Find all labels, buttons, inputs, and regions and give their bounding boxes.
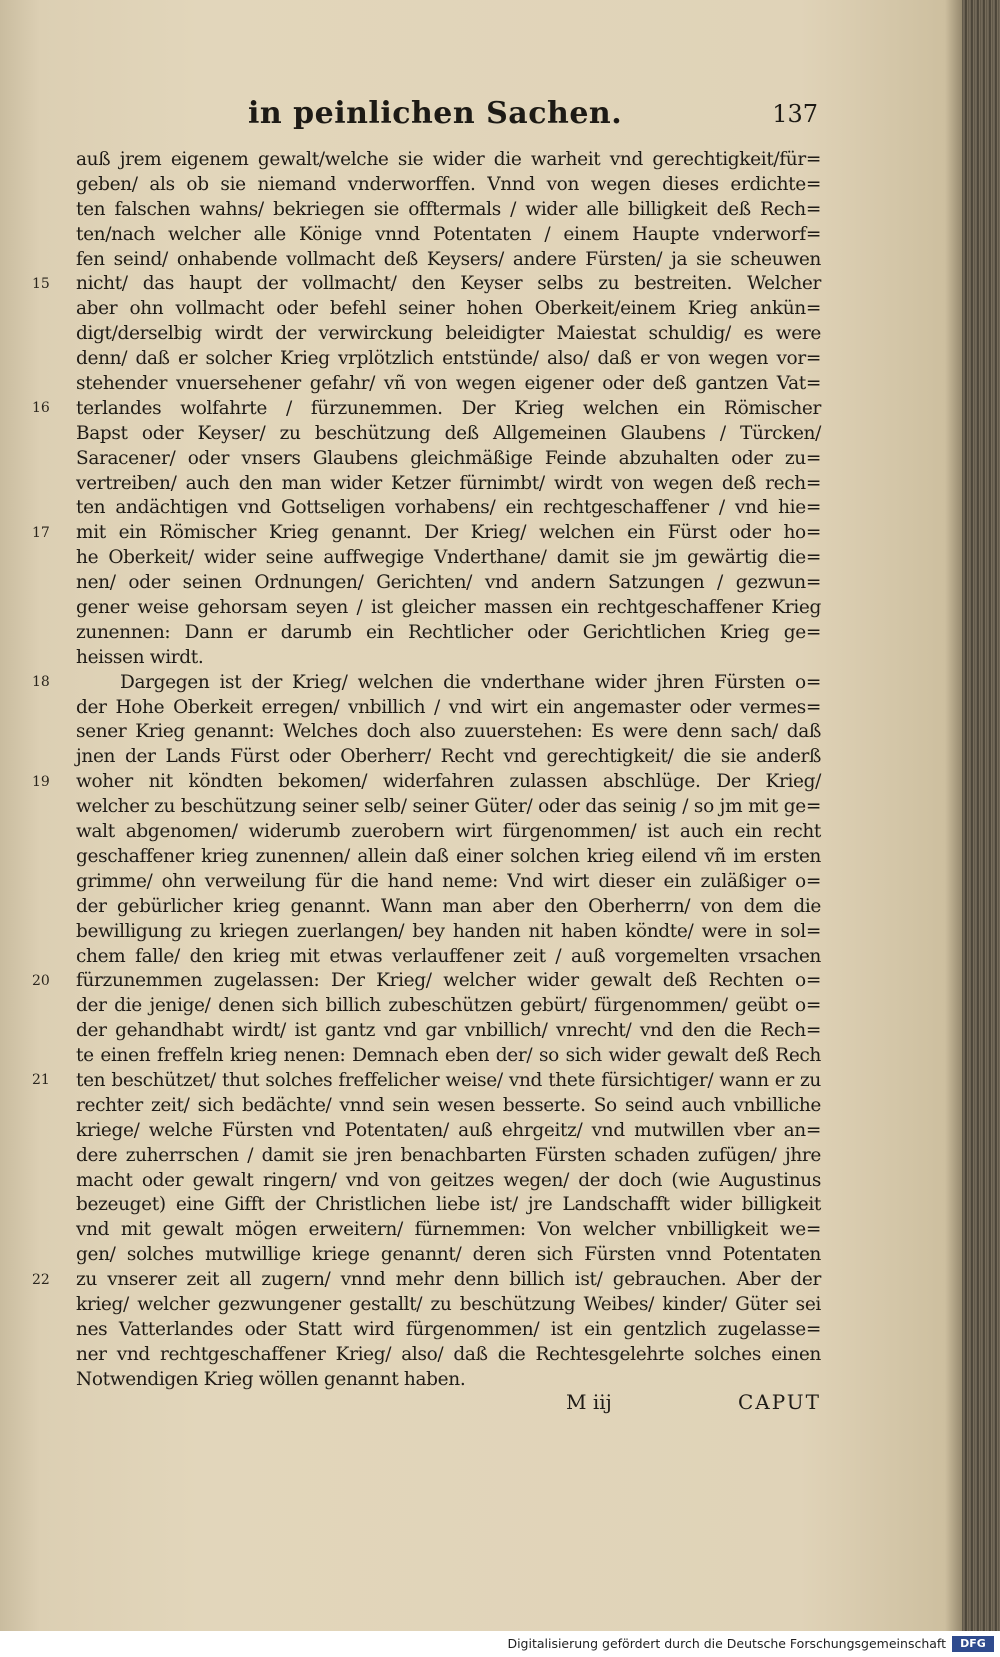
text-line: chem falle/ den krieg mit etwas verlauffener zeit / auß vorgemelten vrsachen bbox=[76, 945, 821, 967]
running-title: in peinlichen Sachen. bbox=[248, 96, 623, 131]
text-line: walt abgenomen/ widerumb zuerobern wirt fürgenommen/ ist auch ein recht bbox=[76, 821, 821, 843]
running-head bbox=[28, 90, 818, 140]
body-text bbox=[76, 148, 821, 1393]
margin-number: 15 bbox=[32, 275, 50, 292]
text-line: ten andächtigen vnd Gottseligen vorhabens/ ein rechtgeschaffener / vnd hie= bbox=[76, 497, 821, 519]
text-line: welcher zu beschützung seiner selb/ seiner Güter/ oder das seinig / so jm mit ge= bbox=[76, 796, 821, 818]
text-line: fürzunemmen zugelassen: Der Krieg/ welcher wider gewalt deß Rechten o= bbox=[76, 970, 821, 992]
text-line: zunennen: Dann er darumb ein Rechtlicher oder Gerichtlichen Krieg ge= bbox=[76, 621, 821, 643]
margin-number: 18 bbox=[32, 673, 50, 690]
margin-number: 21 bbox=[32, 1072, 50, 1089]
text-line: krieg/ welcher gezwungener gestallt/ zu beschützung Weibes/ kinder/ Güter sei bbox=[76, 1293, 821, 1315]
text-line: Notwendigen Krieg wöllen genannt haben. bbox=[76, 1368, 466, 1390]
text-line: nen/ oder seinen Ordnungen/ Gerichten/ vnd andern Satzungen / gezwun= bbox=[76, 572, 821, 594]
text-line: vnd mit gewalt mögen erweitern/ fürnemmen: Von welcher vnbilligkeit we= bbox=[76, 1219, 821, 1241]
text-line: Dargegen ist der Krieg/ welchen die vnderthane wider jhren Fürsten o= bbox=[120, 671, 821, 693]
margin-number: 19 bbox=[32, 773, 50, 790]
text-line: vertreiben/ auch den man wider Ketzer fürnimbt/ wirdt von wegen deß rech= bbox=[76, 472, 821, 494]
text-line: der gebürlicher krieg genannt. Wann man aber den Oberherrn/ von dem die bbox=[76, 895, 821, 917]
book-page-edge bbox=[962, 0, 1000, 1657]
text-line: te einen freffeln krieg nenen: Demnach eben der/ so sich wider gewalt deß Rech bbox=[76, 1045, 821, 1067]
text-line: jnen der Lands Fürst oder Oberherr/ Recht vnd gerechtigkeit/ die sie anderß bbox=[76, 746, 821, 768]
text-line: ten falschen wahns/ bekriegen sie offtermals / wider alle billigkeit deß Rech= bbox=[76, 198, 821, 220]
text-line: heissen wirdt. bbox=[76, 646, 204, 668]
text-line: woher nit köndten bekomen/ widerfahren zulassen abschlüge. Der Krieg/ bbox=[76, 771, 821, 793]
text-line: nes Vatterlandes oder Statt wird fürgenommen/ ist ein gentzlich zugelasse= bbox=[76, 1318, 821, 1340]
margin-number: 22 bbox=[32, 1271, 50, 1288]
text-line: Bapst oder Keyser/ zu beschützung deß Allgemeinen Glaubens / Türcken/ bbox=[76, 422, 821, 444]
text-line: kriege/ welche Fürsten vnd Potentaten/ auß ehrgeitz/ vnd mutwillen vber an= bbox=[76, 1119, 821, 1141]
text-line: der die jenige/ denen sich billich zubeschützen gebürt/ fürgenommen/ geübt o= bbox=[76, 995, 821, 1017]
text-line: bezeuget) eine Gifft der Christlichen liebe ist/ jre Landschafft wider billigkeit bbox=[76, 1194, 821, 1216]
credit-bar bbox=[0, 1631, 1000, 1657]
catchword: CAPUT bbox=[737, 1390, 821, 1414]
margin-number: 17 bbox=[32, 524, 50, 541]
credit-text: Digitalisierung gefördert durch die Deutsche Forschungsgemeinschaft bbox=[507, 1636, 946, 1651]
text-line: gen/ solches mutwillige kriege genannt/ deren sich Fürsten vnnd Potentaten bbox=[76, 1244, 821, 1266]
text-line: zu vnserer zeit all zugern/ vnnd mehr denn billich ist/ gebrauchen. Aber der bbox=[76, 1269, 821, 1291]
margin-number: 20 bbox=[32, 972, 50, 989]
text-line: grimme/ ohn verweilung für die hand neme: Vnd wirt dieser ein zuläßiger o= bbox=[76, 870, 821, 892]
text-line: mit ein Römischer Krieg genannt. Der Krieg/ welchen ein Fürst oder ho= bbox=[76, 522, 821, 544]
text-line: denn/ daß er solcher Krieg vrplötzlich entstünde/ also/ daß er von wegen vor= bbox=[76, 348, 821, 370]
text-line: macht oder gewalt ringern/ vnd von geitzes wegen/ der doch (wie Augustinus bbox=[76, 1169, 821, 1191]
margin-number: 16 bbox=[32, 400, 50, 416]
text-line: digt/derselbig wirdt der verwirckung beleidigter Maiestat schuldig/ es were bbox=[76, 323, 821, 345]
text-line: dere zuherrschen / damit sie jren benachbarten Fürsten schaden zufügen/ jhre bbox=[76, 1144, 821, 1166]
text-line: auß jrem eigenem gewalt/welche sie wider die warheit vnd gerechtigkeit/für= bbox=[76, 149, 821, 170]
page-footer bbox=[76, 1390, 821, 1420]
text-line: ten/nach welcher alle Könige vnnd Potentaten / einem Haupte vnderworf= bbox=[76, 223, 821, 245]
dfg-logo: DFG bbox=[952, 1636, 994, 1652]
text-line: gener weise gehorsam seyen / ist gleicher massen ein rechtgeschaffener Krieg bbox=[76, 597, 821, 619]
text-line: Saracener/ oder vnsers Glaubens gleichmäßige Feinde abzuhalten oder zu= bbox=[76, 447, 821, 469]
text-line: terlandes wolfahrte / fürzunemmen. Der Krieg welchen ein Römischer bbox=[76, 397, 821, 419]
text-line: der Hohe Oberkeit erregen/ vnbillich / vnd wirt ein angemaster oder vermes= bbox=[76, 696, 821, 718]
text-line: aber ohn vollmacht oder befehl seiner hohen Oberkeit/einem Krieg ankün= bbox=[76, 298, 821, 320]
text-line: sener Krieg genannt: Welches doch also zuuerstehen: Es were denn sach/ daß bbox=[76, 721, 821, 743]
text-line: der gehandhabt wirdt/ ist gantz vnd gar vnbillich/ vnrecht/ vnd den die Rech= bbox=[76, 1020, 821, 1042]
text-line: ten beschützet/ thut solches freffelicher weise/ vnd thete fürsichtiger/ wann er zu bbox=[76, 1069, 821, 1091]
text-line: geben/ als ob sie niemand vnderworffen. Vnnd von wegen dieses erdichte= bbox=[76, 173, 821, 195]
signature-mark: M iij bbox=[566, 1390, 612, 1414]
text-line: fen seind/ onhabende vollmacht deß Keysers/ andere Fürsten/ ja sie scheuwen bbox=[76, 248, 821, 270]
book-page bbox=[28, 18, 958, 1618]
text-line: he Oberkeit/ wider seine auffwegige Vnderthane/ damit sie jm gewärtig die= bbox=[76, 547, 821, 569]
text-line: geschaffener krieg zunennen/ allein daß einer solchen krieg eilend vñ im ersten bbox=[76, 845, 821, 867]
text-line: stehender vnuersehener gefahr/ vñ von wegen eigener oder deß gantzen Vat= bbox=[76, 373, 821, 395]
text-line: nicht/ das haupt der vollmacht/ den Keyser selbs zu bestreiten. Welcher bbox=[76, 273, 821, 295]
folio-number: 137 bbox=[772, 100, 818, 128]
text-line: ner vnd rechtgeschaffener Krieg/ also/ daß die Rechtesgelehrte solches einen bbox=[76, 1343, 821, 1365]
text-line: bewilligung zu kriegen zuerlangen/ bey handen nit haben köndte/ were in sol= bbox=[76, 920, 821, 942]
text-line: rechter zeit/ sich bedächte/ vnnd sein wesen besserte. So seind auch vnbilliche bbox=[76, 1094, 821, 1116]
